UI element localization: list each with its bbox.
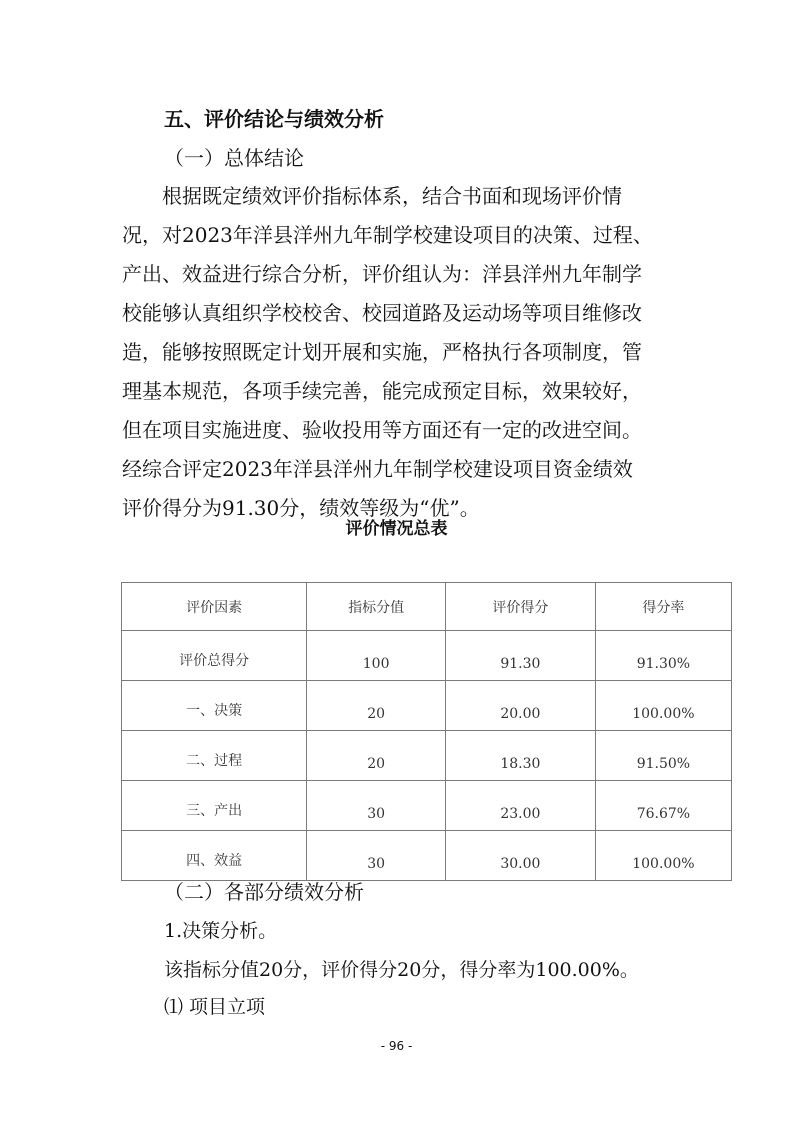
paragraph-line: 理基本规范，各项手续完善，能完成预定目标，效果较好，: [122, 379, 642, 403]
table-cell-factor: 评价总得分: [122, 631, 307, 681]
table-cell-score: 30.00: [446, 831, 596, 881]
table-cell-factor: 四、效益: [122, 831, 307, 881]
table-cell-score: 20.00: [446, 681, 596, 731]
table-cell-factor: 三、产出: [122, 781, 307, 831]
conclusion-paragraph: [122, 177, 682, 528]
table-cell-rate: 91.50%: [595, 731, 731, 781]
table-cell-rate: 76.67%: [595, 781, 731, 831]
table-row: [122, 831, 732, 881]
table-cell-weight: 20: [307, 681, 446, 731]
table-cell-score: 91.30: [446, 631, 596, 681]
section-heading: 五、评价结论与绩效分析: [164, 107, 384, 131]
table-cell-weight: 20: [307, 731, 446, 781]
subsection-heading: （一）总体结论: [164, 146, 304, 170]
table-row: [122, 781, 732, 831]
paragraph-line: 产出、效益进行综合分析，评价组认为：洋县洋州九年制学: [122, 262, 642, 286]
table-cell-rate: 91.30%: [595, 631, 731, 681]
table-cell-weight: 30: [307, 831, 446, 881]
table-cell-factor: 一、决策: [122, 681, 307, 731]
analysis-item-title: 1.决策分析。: [164, 920, 278, 942]
table-row: [122, 681, 732, 731]
table-cell-rate: 100.00%: [595, 681, 731, 731]
table-cell-score: 23.00: [446, 781, 596, 831]
table-row: [122, 631, 732, 681]
column-header-rate: 得分率: [595, 583, 731, 631]
subsection-heading-2: （二）各部分绩效分析: [164, 880, 364, 904]
analysis-item-summary: 该指标分值20分，评价得分20分，得分率为100.00%。: [164, 959, 639, 981]
column-header-score: 评价得分: [446, 583, 596, 631]
page-number: - 96 -: [380, 1039, 413, 1053]
column-header-weight: 指标分值: [307, 583, 446, 631]
paragraph-line: 校能够认真组织学校校舍、校园道路及运动场等项目维修改: [122, 301, 642, 325]
table-title: 评价情况总表: [345, 519, 448, 539]
table-cell-score: 18.30: [446, 731, 596, 781]
table-row: [122, 731, 732, 781]
paragraph-line: 根据既定绩效评价指标体系，结合书面和现场评价情: [122, 184, 622, 208]
analysis-subitem: ⑴ 项目立项: [164, 996, 266, 1018]
table-cell-factor: 二、过程: [122, 731, 307, 781]
paragraph-line: 经综合评定2023年洋县洋州九年制学校建设项目资金绩效: [122, 457, 633, 481]
column-header-factor: 评价因素: [122, 583, 307, 631]
paragraph-line: 评价得分为91.30分，绩效等级为“优”。: [122, 496, 480, 520]
table-header-row: [122, 583, 732, 631]
table-cell-rate: 100.00%: [595, 831, 731, 881]
table-cell-weight: 30: [307, 781, 446, 831]
paragraph-line: 况，对2023年洋县洋州九年制学校建设项目的决策、过程、: [122, 223, 653, 247]
table-cell-weight: 100: [307, 631, 446, 681]
paragraph-line: 但在项目实施进度、验收投用等方面还有一定的改进空间。: [122, 418, 642, 442]
paragraph-line: 造，能够按照既定计划开展和实施，严格执行各项制度，管: [122, 340, 642, 364]
evaluation-summary-table: [121, 582, 732, 881]
